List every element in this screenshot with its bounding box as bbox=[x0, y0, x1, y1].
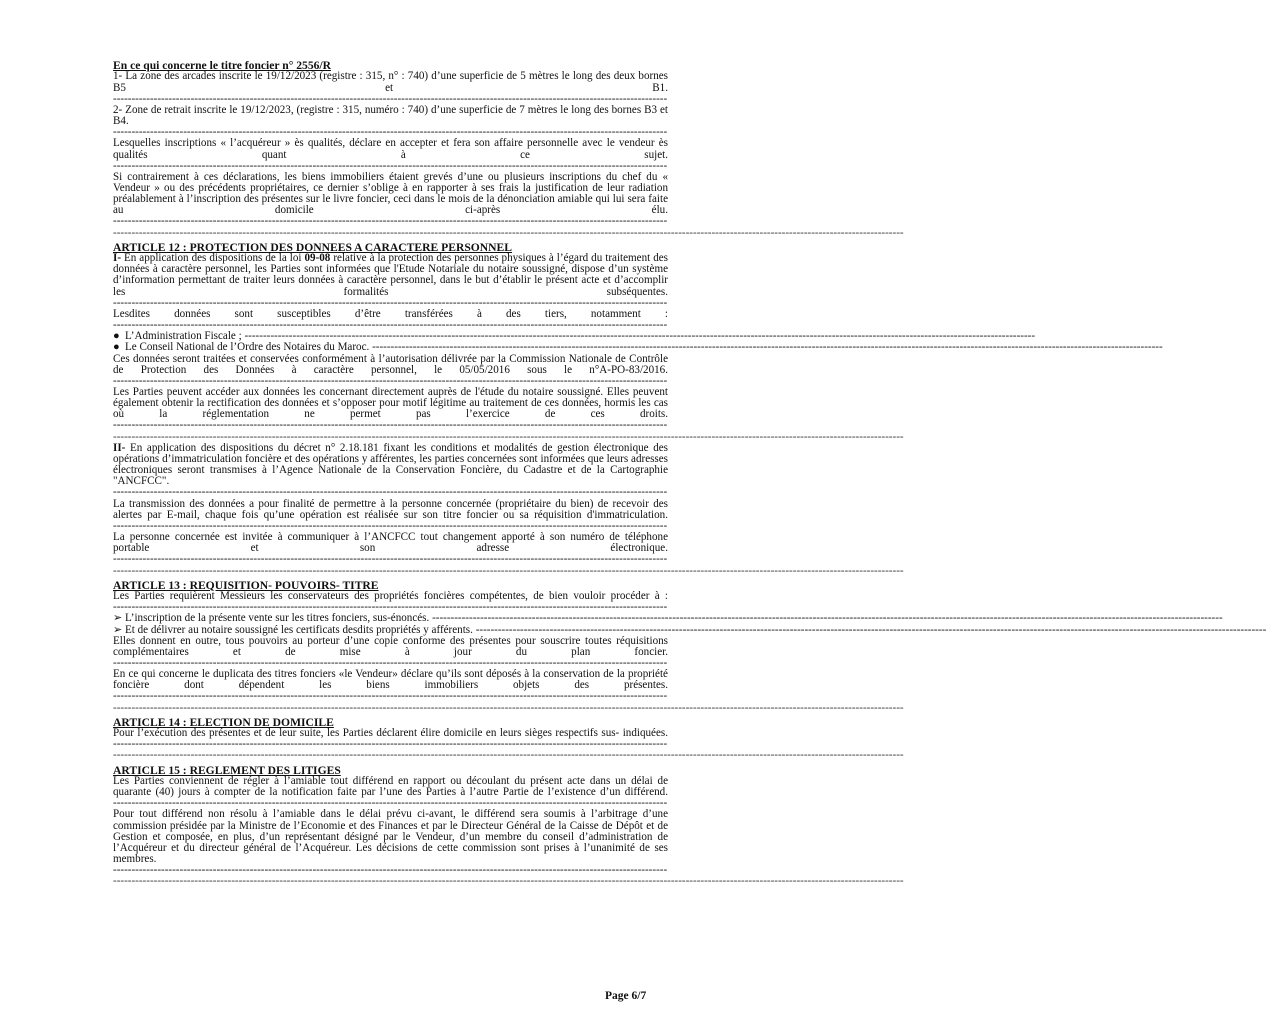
recipient-text: L’Administration Fiscale ; bbox=[125, 330, 242, 343]
paragraph-text: En application des dispositions du décret n° 2.18.181 fixant les conditions et modalités de gestion électronique des opérations d’immatriculation foncière et des opérations y afférentes, les parties concernées sont informées que leurs adresses électroniques seront transmises à l’Agence Nationale de la Conservation Foncière, du Cadastre et de la Cartographie "ANCFCC". bbox=[113, 441, 668, 488]
section-separator: ---------------------------------------------------------------------------------------------------------------------------------------------------------------------------------------------------------------------- bbox=[113, 701, 904, 714]
bullet-dot-icon: ● bbox=[113, 330, 120, 343]
dash-filler: ------------------------------------------------------------------------------------------------------------------------------------------------------ bbox=[113, 553, 668, 566]
paragraph-text: Ces données seront traitées et conservées conformément à l’autorisation délivrée par la Commission Nationale de Contrôle de Protection des Données à caractère personnel, le 05/05/2016 sous le n°A-PO-83/2016. bbox=[113, 352, 668, 376]
dash-filler: ---------------------------------------------------------------------------------------------------------------------------------------------------------------------------------------------------------------------- bbox=[244, 330, 1036, 343]
paragraph-text: La personne concernée est invitée à communiquer à l’ANCFCC tout changement apporté à son numéro de téléphone portable et son adresse électronique. bbox=[113, 531, 668, 555]
article-14-text bbox=[113, 728, 668, 750]
law-number: 09-08 bbox=[304, 252, 331, 265]
article-12-authorization bbox=[113, 354, 668, 387]
title-foncier-heading: En ce qui concerne le titre foncier n° 2556/R bbox=[113, 59, 332, 72]
arrowhead-right-icon: ➢ bbox=[113, 623, 123, 636]
article-12-part-2 bbox=[113, 443, 668, 499]
article-13-duplicata bbox=[113, 669, 668, 702]
action-text: L’inscription de la présente vente sur les titres fonciers, sus-énoncés. bbox=[125, 612, 430, 625]
dash-filler: ---------------------------------------------------------------------------------------------------------------------------------------------------------------------------------------------------------------------- bbox=[372, 341, 1163, 354]
dash-filler: ------------------------------------------------------------------------------------------------------------------------------------------------------ bbox=[113, 159, 668, 172]
part-number: II- bbox=[113, 441, 126, 454]
paragraph-text: Les Parties requièrent Messieurs les conservateurs des propriétés foncières compétentes, de bien vouloir procéder à : bbox=[113, 590, 668, 603]
page-number: Page 6/7 bbox=[605, 990, 647, 1002]
section-separator: ---------------------------------------------------------------------------------------------------------------------------------------------------------------------------------------------------------------------- bbox=[113, 564, 904, 577]
paragraph-text: La transmission des données a pour finalité de permettre à la personne concernée (propriétaire du bien) de recevoir des alertes par E-mail, chaque fois qu’une opération est réalisée sur son titre foncier ou sa réquisition d'immatriculation. bbox=[113, 497, 668, 521]
dash-filler: ------------------------------------------------------------------------------------------------------------------------------------------------------ bbox=[113, 419, 668, 432]
document-page bbox=[113, 59, 1266, 888]
dash-filler: ------------------------------------------------------------------------------------------------------------------------------------------------------ bbox=[113, 797, 668, 810]
paragraph-text: Elles donnent en outre, tous pouvoirs au porteur d’une copie conforme des présentes pour souscrire toutes réquisitions complémentaires et de mise à jour du plan foncier. bbox=[113, 634, 668, 658]
paragraph-text: 2- Zone de retrait inscrite le 19/12/2023, (registre : 315, numéro : 740) d’une superficie de 7 mètres le long des bornes B3 et B4. bbox=[113, 103, 668, 128]
paragraph-text: En application des dispositions de la loi bbox=[121, 252, 305, 265]
paragraph-text: Lesquelles inscriptions « l’acquéreur » ès qualités, déclare en accepter et fera son affaire personnelle avec le vendeur ès qualités quant à ce sujet. bbox=[113, 137, 668, 161]
paragraph-text: Lesdites données sont susceptibles d’être transférées à des tiers, notamment : bbox=[113, 307, 668, 320]
article-15-arbitration bbox=[113, 809, 668, 876]
dash-filler: ------------------------------------------------------------------------------------------------------------------------------------------------------ bbox=[113, 601, 668, 614]
paragraph-text: Pour l’exécution des présentes et de leur suite, les Parties déclarent élire domicile en leurs sièges respectifs sus- indiquées. bbox=[113, 727, 668, 740]
arrowhead-right-icon: ➢ bbox=[113, 612, 123, 625]
dash-filler: ------------------------------------------------------------------------------------------------------------------------------------------------------ bbox=[113, 92, 668, 105]
title-foncier-item-2 bbox=[113, 105, 668, 138]
article-12-heading: ARTICLE 12 : PROTECTION DES DONNEES A CARACTERE PERSONNEL bbox=[113, 240, 513, 254]
article-12-rights bbox=[113, 387, 668, 432]
dash-filler: ------------------------------------------------------------------------------------------------------------------------------------------------------ bbox=[113, 690, 668, 703]
article-14-heading: ARTICLE 14 : ELECTION DE DOMICILE bbox=[113, 715, 334, 729]
dash-filler: ------------------------------------------------------------------------------------------------------------------------------------------------------ bbox=[113, 296, 668, 309]
article-13-intro bbox=[113, 591, 668, 613]
article-12-invitation bbox=[113, 532, 668, 565]
paragraph-text: Pour tout différend non résolu à l’amiable dans le délai prévu ci-avant, le différend sera soumis à l’arbitrage d’une commission présidée par la Ministre de l’Economie et des Finances et par le Directeur Général de la Caisse de Dépôt et de Gestion et composée, en plus, d’un représentant désigné par le Vendeur, d’un membre du conseil d’administration de l’Acquéreur et du directeur général de l’Acquéreur. Les décisions de cette commission sont prises à l’unanimité de ses membres. bbox=[113, 808, 668, 866]
dash-filler: ------------------------------------------------------------------------------------------------------------------------------------------------------ bbox=[113, 319, 668, 332]
action-text: Et de délivrer au notaire soussigné les certificats desdits propriétés y afférents. bbox=[125, 623, 473, 636]
article-12-transmission bbox=[113, 499, 668, 532]
dash-filler: ------------------------------------------------------------------------------------------------------------------------------------------------------ bbox=[113, 738, 668, 751]
title-foncier-item-1 bbox=[113, 71, 668, 104]
article-15-amicable bbox=[113, 776, 668, 809]
article-12-transfer-intro bbox=[113, 309, 668, 331]
paragraph-text: Si contrairement à ces déclarations, les biens immobiliers étaient grevés d’une ou plusieurs inscriptions du chef du « Vendeur » ou des précédents propriétaires, ce dernier s’oblige à en rapporter à ses frais la justification de leur radiation préalablement à l’inscription des présentes sur le livre foncier, ceci dans le mois de la dénonciation amiable qui lui sera faite au domicile ci-après élu. bbox=[113, 170, 668, 217]
paragraph-text: En ce qui concerne le duplicata des titres fonciers «le Vendeur» déclare qu’ils sont déposés à la conservation de la propriété foncière dont dépendent les biens immobiliers objets des présentes. bbox=[113, 668, 668, 692]
bullet-dot-icon: ● bbox=[113, 341, 120, 354]
recipient-text: Le Conseil National de l’Ordre des Notaires du Maroc. bbox=[125, 341, 370, 354]
paragraph-text: relative à la protection des personnes physiques à l’égard du traitement des données à caractère personnel, les Parties sont informées que l'Etude Notariale du notaire soussigné, dispose d’un système d’information permettant de traiter leurs données à caractère personnel, dans le but d’établir le présent acte et d’accomplir les formalités subséquentes. bbox=[113, 252, 668, 298]
article-12-part-1 bbox=[113, 253, 668, 309]
part-number: I- bbox=[113, 252, 122, 265]
paragraph-text: 1- La zone des arcades inscrite le 19/12/2023 (registre : 315, n° : 740) d’une superficie de 5 mètres le long des deux bornes B5 et B1. bbox=[113, 70, 668, 94]
dash-filler: ------------------------------------------------------------------------------------------------------------------------------------------------------ bbox=[113, 864, 668, 877]
title-foncier-acceptance bbox=[113, 138, 668, 171]
article-13-powers bbox=[113, 636, 668, 669]
section-separator: ---------------------------------------------------------------------------------------------------------------------------------------------------------------------------------------------------------------------- bbox=[113, 226, 904, 239]
section-separator: ---------------------------------------------------------------------------------------------------------------------------------------------------------------------------------------------------------------------- bbox=[113, 749, 904, 762]
paragraph-text: Les Parties conviennent de régler à l’amiable tout différend en rapport ou découlant du présent acte dans un délai de quarante (40) jours à compter de la notification faite par l’une des Parties à l’autre Partie de l’existence d’un différend. bbox=[113, 775, 668, 799]
dash-filler: ------------------------------------------------------------------------------------------------------------------------------------------------------ bbox=[113, 215, 668, 228]
dash-filler: ------------------------------------------------------------------------------------------------------------------------------------------------------ bbox=[113, 656, 668, 669]
dash-filler: ------------------------------------------------------------------------------------------------------------------------------------------------------ bbox=[113, 486, 668, 499]
title-foncier-contrary bbox=[113, 172, 668, 228]
dash-filler: ---------------------------------------------------------------------------------------------------------------------------------------------------------------------------------------------------------------------- bbox=[475, 623, 1266, 636]
dash-filler: ------------------------------------------------------------------------------------------------------------------------------------------------------ bbox=[113, 374, 668, 387]
dash-filler: ---------------------------------------------------------------------------------------------------------------------------------------------------------------------------------------------------------------------- bbox=[432, 612, 1223, 625]
dash-filler: ------------------------------------------------------------------------------------------------------------------------------------------------------ bbox=[113, 126, 668, 139]
dash-filler: ------------------------------------------------------------------------------------------------------------------------------------------------------ bbox=[113, 519, 668, 532]
action-item bbox=[113, 612, 1223, 625]
section-separator: ---------------------------------------------------------------------------------------------------------------------------------------------------------------------------------------------------------------------- bbox=[113, 875, 904, 888]
article-13-heading: ARTICLE 13 : REQUISITION- POUVOIRS- TITRE bbox=[113, 578, 379, 592]
article-15-heading: ARTICLE 15 : REGLEMENT DES LITIGES bbox=[113, 763, 341, 777]
section-separator: ---------------------------------------------------------------------------------------------------------------------------------------------------------------------------------------------------------------------- bbox=[113, 430, 904, 443]
paragraph-text: Les Parties peuvent accéder aux données les concernant directement auprès de l'étude du notaire soussigné. Elles peuvent également obtenir la rectification des données et s’opposer pour motif légitime au traitement de ces données, hormis les cas où la réglementation ne permet pas l’exercice de ces droits. bbox=[113, 386, 668, 421]
